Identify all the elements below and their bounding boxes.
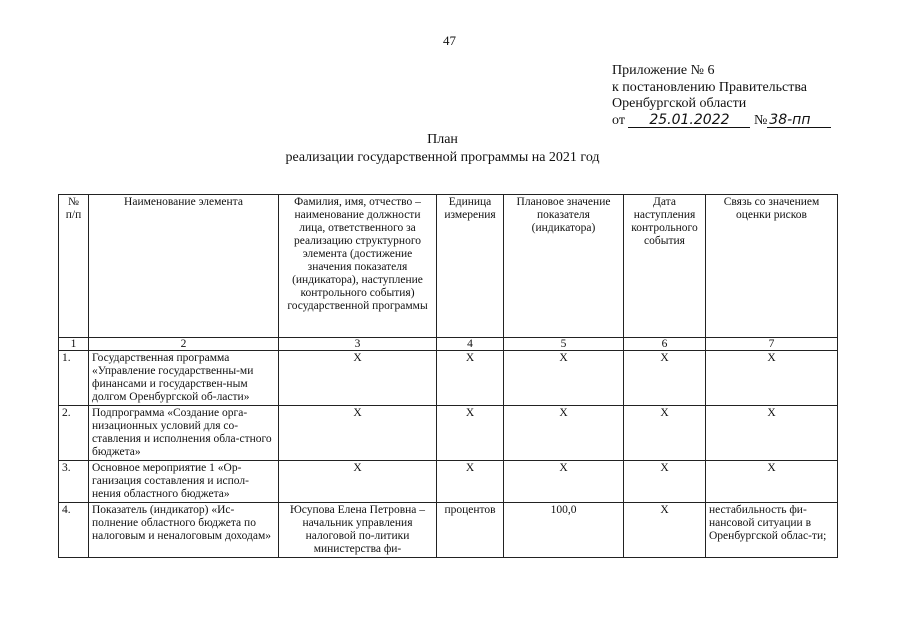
row-plan: 100,0 xyxy=(504,503,624,558)
row-num: 4. xyxy=(59,503,89,558)
row-risk: нестабильность фи-нансовой ситуации в Оренбургской облас-ти; xyxy=(706,503,838,558)
row-risk: Х xyxy=(706,461,838,503)
row-responsible: Х xyxy=(279,406,437,461)
column-number-row xyxy=(59,338,838,351)
row-name: Государственная программа «Управление государственны-ми финансами и государствен-ным долгом Оренбургской об-ласти» xyxy=(89,351,279,406)
header-risk: Связь со значением оценки рисков xyxy=(706,195,838,338)
row-risk: Х xyxy=(706,351,838,406)
header-unit: Единица измерения xyxy=(437,195,504,338)
row-unit: Х xyxy=(437,406,504,461)
row-responsible: Юсупова Елена Петровна – начальник управления налоговой по-литики министерства фи- xyxy=(279,503,437,558)
row-plan: Х xyxy=(504,461,624,503)
appendix-line-3: Оренбургской области xyxy=(612,96,747,111)
column-number: 2 xyxy=(89,338,279,351)
row-unit: Х xyxy=(437,461,504,503)
row-date: Х xyxy=(624,461,706,503)
table-row xyxy=(59,503,838,558)
column-number: 6 xyxy=(624,338,706,351)
date-prefix: от xyxy=(612,112,625,128)
handwritten-date: 25.01.2022 xyxy=(628,113,750,128)
plan-subtitle: реализации государственной программы на 2021 год xyxy=(285,150,600,165)
row-responsible: Х xyxy=(279,461,437,503)
row-unit: процентов xyxy=(437,503,504,558)
row-name: Показатель (индикатор) «Ис-полнение областного бюджета по налоговым и неналоговым доходам» xyxy=(89,503,279,558)
row-num: 1. xyxy=(59,351,89,406)
handwritten-number: 38-пп xyxy=(767,113,831,128)
table-row xyxy=(59,406,838,461)
header-date: Дата наступления контрольного события xyxy=(624,195,706,338)
number-prefix: № xyxy=(753,112,768,128)
column-number: 7 xyxy=(706,338,838,351)
table-header-row xyxy=(59,195,838,338)
header-name: Наименование элемента xyxy=(89,195,279,338)
row-date: Х xyxy=(624,406,706,461)
appendix-line-1: Приложение № 6 xyxy=(612,63,715,78)
table-row xyxy=(59,461,838,503)
row-date: Х xyxy=(624,351,706,406)
plan-table xyxy=(58,194,838,558)
column-number: 5 xyxy=(504,338,624,351)
row-risk: Х xyxy=(706,406,838,461)
row-unit: Х xyxy=(437,351,504,406)
plan-title: План xyxy=(427,132,458,147)
header-plan: Плановое значение показателя (индикатора) xyxy=(504,195,624,338)
column-number: 4 xyxy=(437,338,504,351)
appendix-block xyxy=(612,63,831,129)
row-responsible: Х xyxy=(279,351,437,406)
header-num: № п/п xyxy=(59,195,89,338)
table-row xyxy=(59,351,838,406)
row-plan: Х xyxy=(504,406,624,461)
row-date: Х xyxy=(624,503,706,558)
appendix-line-2: к постановлению Правительства xyxy=(612,79,808,95)
appendix-date-line xyxy=(612,113,831,130)
row-name: Подпрограмма «Создание орга-низационных условий для со-ставления и исполнения обла-стного бюджета» xyxy=(89,406,279,461)
page-number: 47 xyxy=(443,33,456,48)
column-number: 3 xyxy=(279,338,437,351)
row-name: Основное мероприятие 1 «Ор-ганизация составления и испол-нения областного бюджета» xyxy=(89,461,279,503)
header-responsible: Фамилия, имя, отчество – наименование должности лица, ответственного за реализацию структурного элемента (достижение значения показателя (индикатора), наступление контрольного события) государственной программы xyxy=(279,195,437,338)
column-number: 1 xyxy=(59,338,89,351)
row-num: 3. xyxy=(59,461,89,503)
row-num: 2. xyxy=(59,406,89,461)
row-plan: Х xyxy=(504,351,624,406)
